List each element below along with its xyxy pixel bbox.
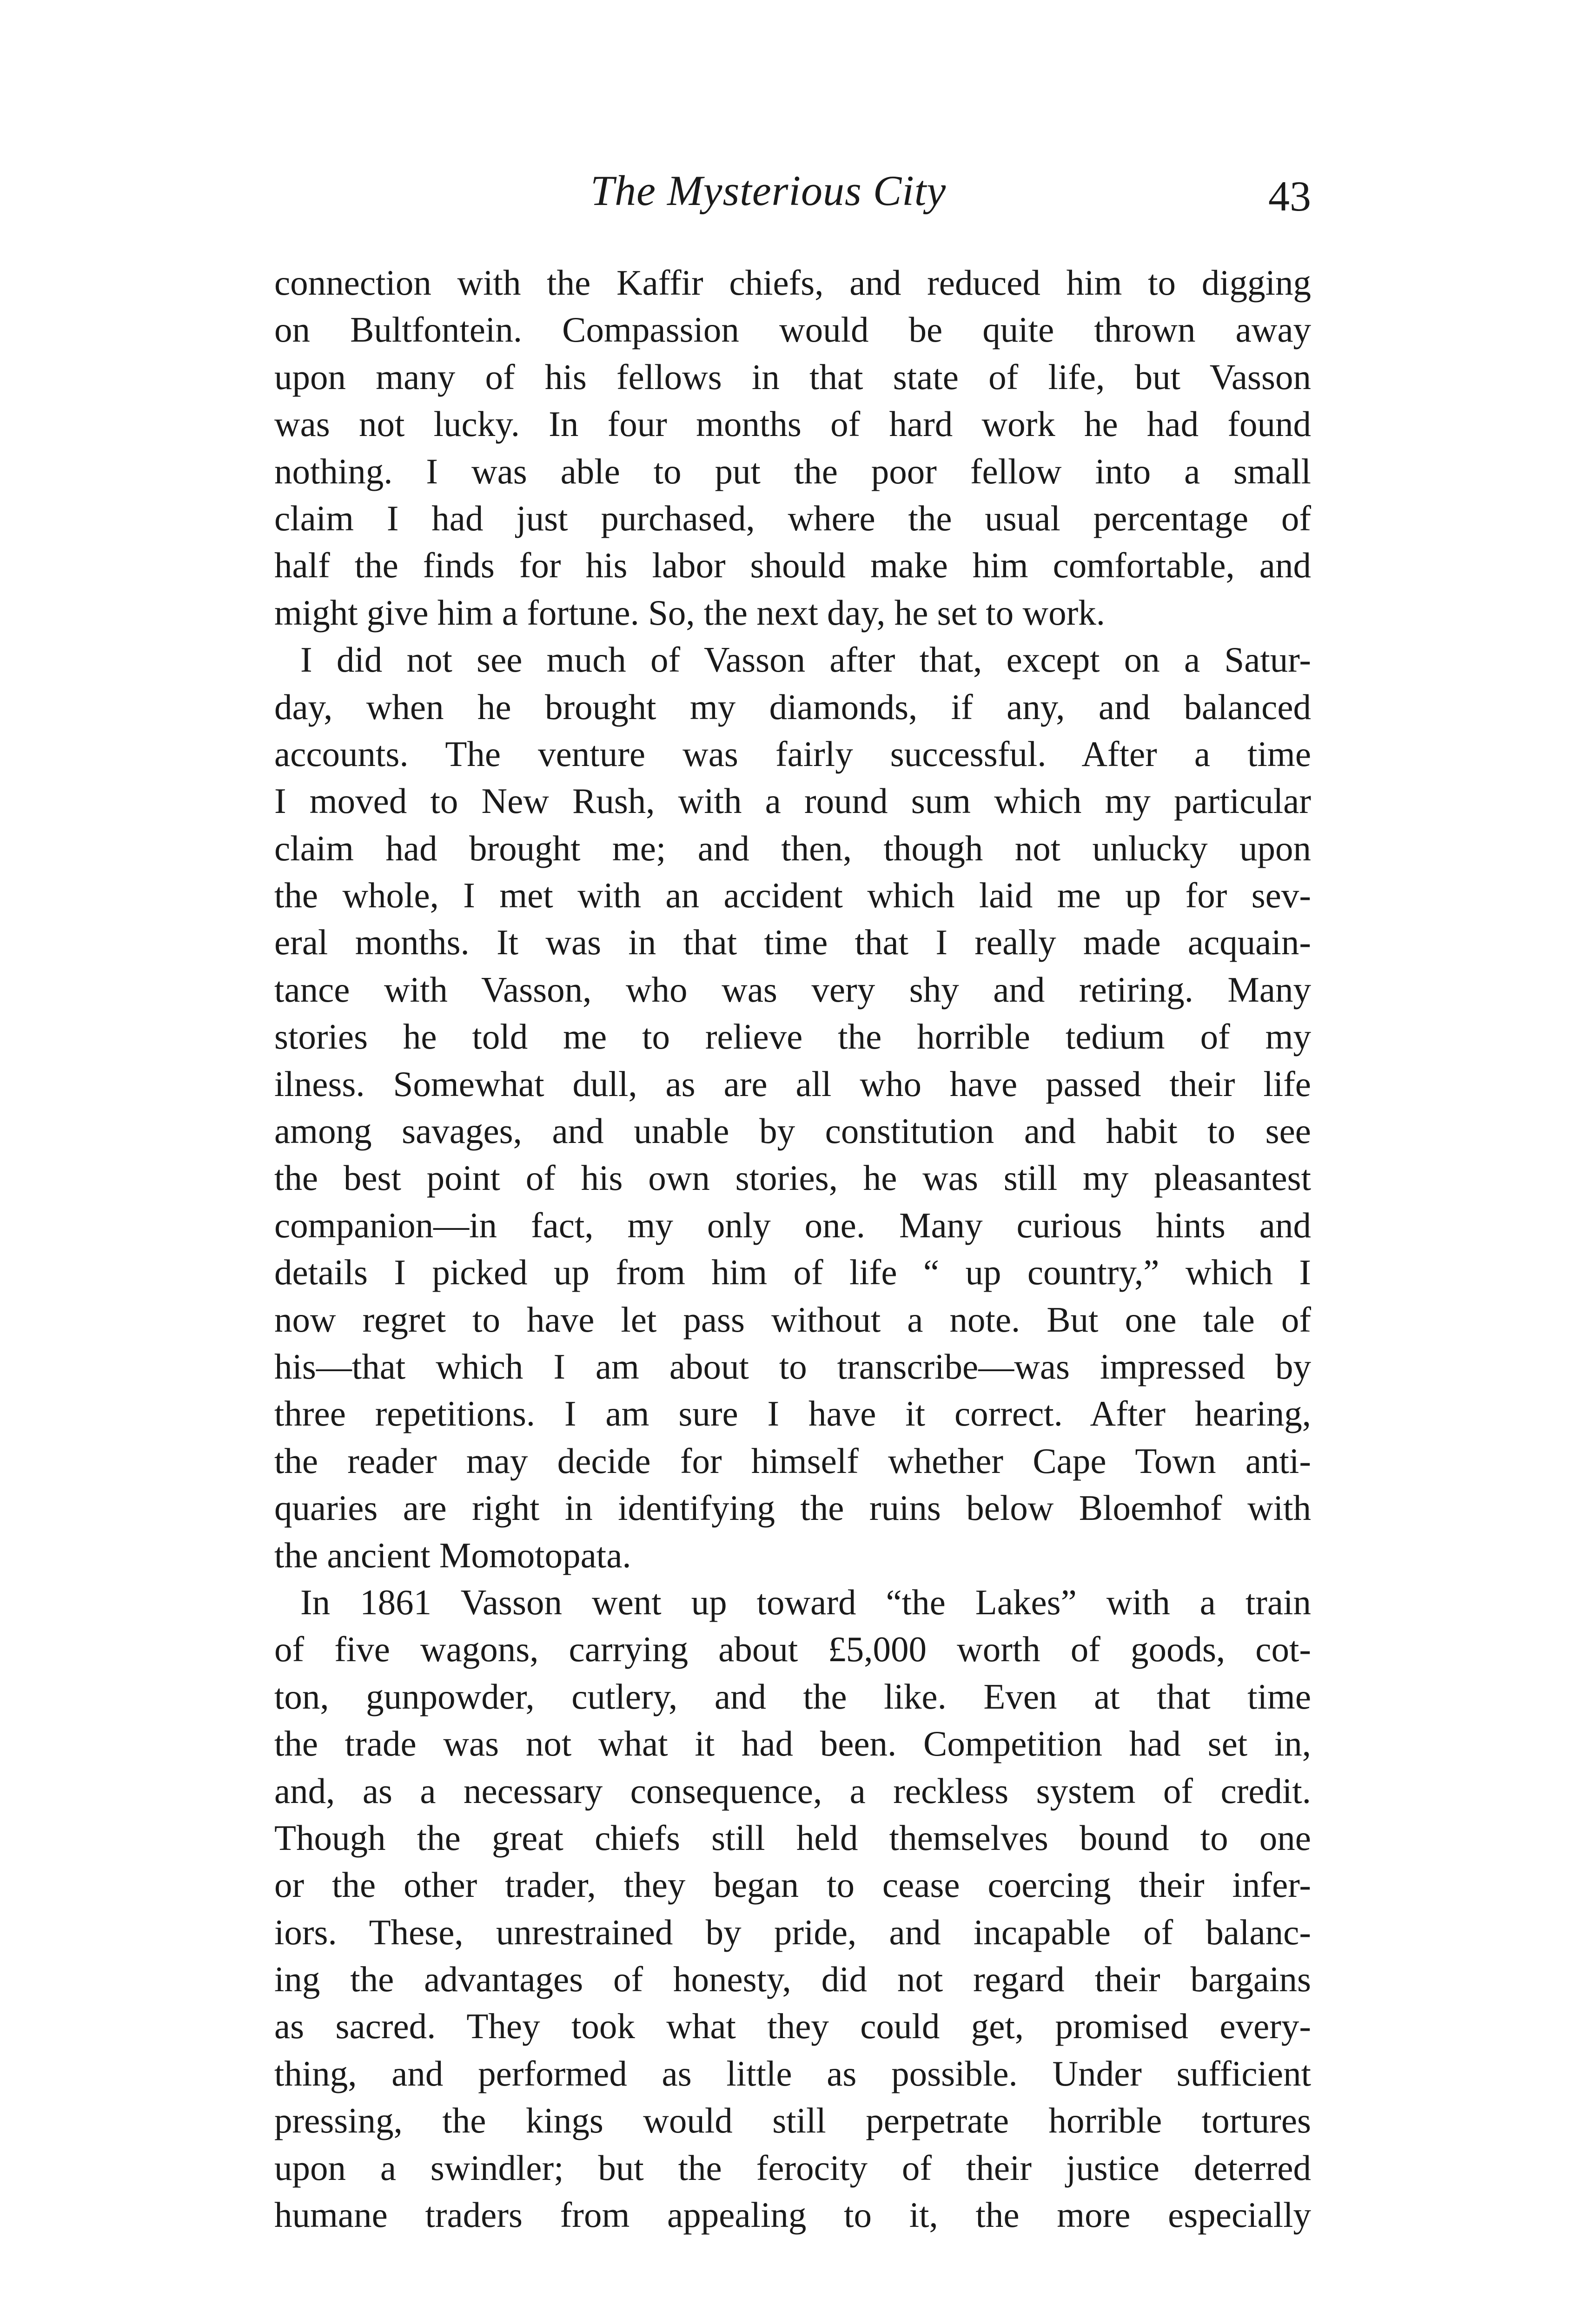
text-line: ing the advantages of honesty, did not regard their bargains	[274, 1959, 1311, 2000]
text-line: or the other trader, they began to cease coercing their infer-	[274, 1865, 1311, 1905]
text-line: might give him a fortune. So, the next day, he set to work.	[274, 592, 1106, 633]
text-line: the best point of his own stories, he was still my pleasantest	[274, 1158, 1311, 1198]
text-line: connection with the Kaffir chiefs, and reduced him to digging	[274, 263, 1311, 303]
text-line: now regret to have let pass without a note. But one tale of	[274, 1299, 1311, 1340]
text-line: upon a swindler; but the ferocity of their justice deterred	[274, 2147, 1311, 2188]
paragraph-first-line: In 1861 Vasson went up toward “the Lakes” with a train	[300, 1582, 1311, 1622]
text-line: quaries are right in identifying the ruins below Bloemhof with	[274, 1488, 1311, 1528]
text-line: eral months. It was in that time that I really made acquain-	[274, 922, 1311, 963]
text-line: the ancient Momotopata.	[274, 1535, 631, 1575]
text-line: stories he told me to relieve the horrible tedium of my	[274, 1017, 1311, 1057]
text-line: and, as a necessary consequence, a reckless system of credit.	[274, 1770, 1311, 1811]
text-line: nothing. I was able to put the poor fellow into a small	[274, 451, 1311, 491]
text-line: half the finds for his labor should make him comfortable, and	[274, 545, 1311, 586]
text-line: upon many of his fellows in that state of life, but Vasson	[274, 357, 1311, 397]
text-line: three repetitions. I am sure I have it correct. After hearing,	[274, 1393, 1311, 1434]
text-line: ilness. Somewhat dull, as are all who have passed their life	[274, 1063, 1311, 1104]
paragraph-first-line: I did not see much of Vasson after that, except on a Satur-	[300, 640, 1311, 680]
text-line: the whole, I met with an accident which laid me up for sev-	[274, 875, 1311, 916]
text-line: accounts. The venture was fairly successful. After a time	[274, 733, 1311, 774]
text-line: his—that which I am about to transcribe—was impressed by	[274, 1346, 1311, 1386]
text-line: among savages, and unable by constitution and habit to see	[274, 1111, 1311, 1151]
text-line: day, when he brought my diamonds, if any, and balanced	[274, 687, 1311, 727]
text-line: of five wagons, carrying about £5,000 worth of goods, cot-	[274, 1629, 1311, 1670]
text-line: claim I had just purchased, where the usual percentage of	[274, 498, 1311, 538]
running-title: The Mysterious City	[590, 167, 947, 214]
text-line: companion—in fact, my only one. Many curious hints and	[274, 1205, 1311, 1245]
body-text	[274, 259, 1311, 2238]
text-line: thing, and performed as little as possible. Under sufficient	[274, 2053, 1311, 2093]
text-line: ton, gunpowder, cutlery, and the like. Even at that time	[274, 1676, 1311, 1717]
text-line: Though the great chiefs still held themselves bound to one	[274, 1817, 1311, 1858]
text-line: was not lucky. In four months of hard work he had found	[274, 404, 1311, 444]
text-line: the trade was not what it had been. Competition had set in,	[274, 1723, 1311, 1764]
text-line: pressing, the kings would still perpetrate horrible tortures	[274, 2100, 1311, 2141]
text-line: I moved to New Rush, with a round sum which my particular	[274, 781, 1311, 821]
text-line: the reader may decide for himself whether Cape Town anti-	[274, 1440, 1311, 1481]
text-line: as sacred. They took what they could get, promised every-	[274, 2006, 1311, 2047]
text-line: humane traders from appealing to it, the more especially	[274, 2195, 1311, 2235]
page-number: 43	[1268, 172, 1311, 220]
text-line: details I picked up from him of life “ up country,” which I	[274, 1252, 1311, 1293]
running-head	[274, 158, 1311, 223]
text-line: on Bultfontein. Compassion would be quite thrown away	[274, 310, 1311, 350]
text-line: claim had brought me; and then, though not unlucky upon	[274, 828, 1311, 868]
text-line: iors. These, unrestrained by pride, and incapable of balanc-	[274, 1912, 1311, 1952]
text-line: tance with Vasson, who was very shy and retiring. Many	[274, 969, 1311, 1010]
